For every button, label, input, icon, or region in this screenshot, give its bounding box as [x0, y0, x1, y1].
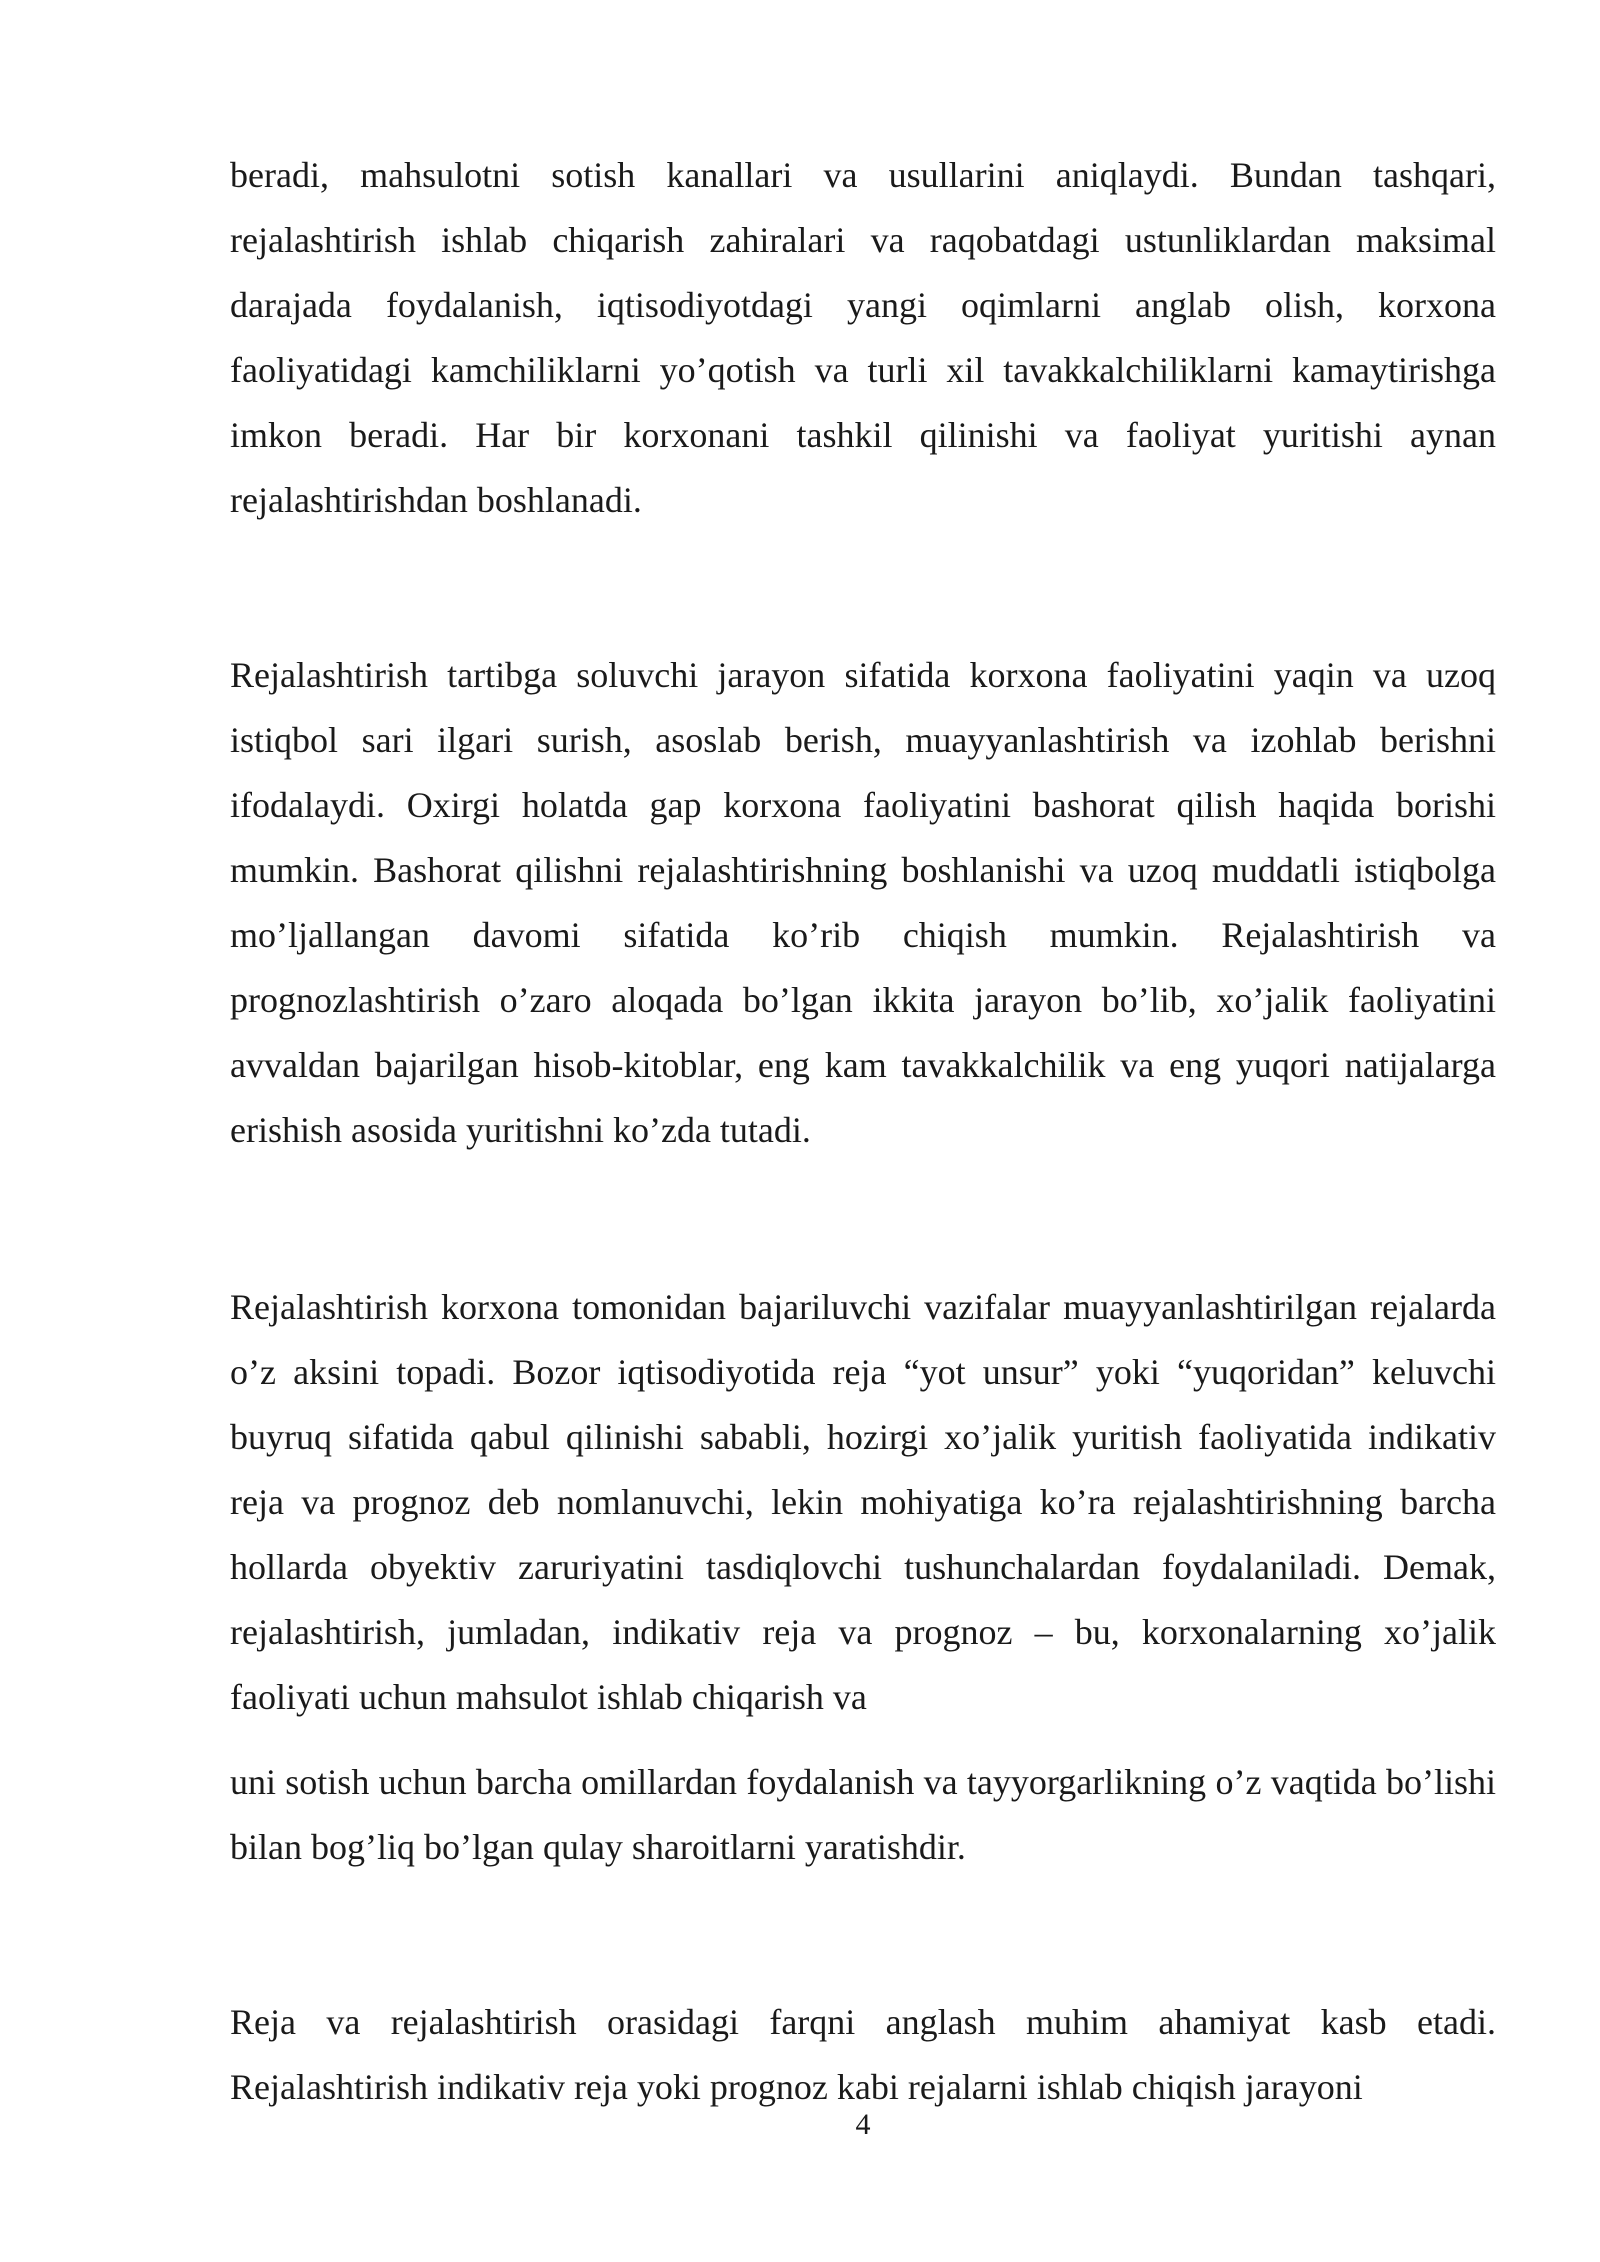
- paragraph-1: beradi, mahsulotni sotish kanallari va usullarini aniqlaydi. Bundan tashqari, rejalashtirish ishlab chiqarish zahiralari va raqobatdagi ustunliklardan maksimal darajada foydalanish, iqtisodiyotdagi yangi oqimlarni anglab olish, korxona faoliyatidagi kamchiliklarni yo’qotish va turli xil tavakkalchiliklarni kamaytirishga imkon beradi. Har bir korxonani tashkil qilinishi va faoliyat yuritishi aynan rejalashtirishdan boshlanadi.: [230, 155, 1496, 520]
- paragraph-2: Rejalashtirish tartibga soluvchi jarayon sifatida korxona faoliyatini yaqin va uzoq istiqbol sari ilgari surish, asoslab berish, muayyanlashtirish va izohlab berishni ifodalaydi. Oxirgi holatda gap korxona faoliyatini bashorat qilish haqida borishi mumkin. Bashorat qilishni rejalashtirishning boshlanishi va uzoq muddatli istiqbolga mo’ljallangan davomi sifatida ko’rib chiqish mumkin. Rejalashtirish va prognozlashtirish o’zaro aloqada bo’lgan ikkita jarayon bo’lib, xo’jalik faoliyatini avvaldan bajarilgan hisob-kitoblar, eng kam tavakkalchilik va eng yuqori natijalarga erishish asosida yuritishni ko’zda tutadi.: [230, 655, 1496, 1150]
- paragraph-3-continuation: uni sotish uchun barcha omillardan foydalanish va tayyorgarlikning o’z vaqtida bo’lishi bilan bog’liq bo’lgan qulay sharoitlarni yaratishdir.: [230, 1762, 1496, 1867]
- page-number: 4: [855, 2108, 871, 2141]
- paragraph-3: Rejalashtirish korxona tomonidan bajariluvchi vazifalar muayyanlashtirilgan rejalarda o’z aksini topadi. Bozor iqtisodiyotida reja “yot unsur” yoki “yuqoridan” keluvchi buyruq sifatida qabul qilinishi sababli, hozirgi xo’jalik yuritish faoliyatida indikativ reja va prognoz deb nomlanuvchi, lekin mohiyatiga ko’ra rejalashtirishning barcha hollarda obyektiv zaruriyatini tasdiqlovchi tushunchalardan foydalaniladi. Demak, rejalashtirish, jumladan, indikativ reja va prognoz – bu, korxonalarning xo’jalik faoliyati uchun mahsulot ishlab chiqarish va: [230, 1287, 1496, 1717]
- paragraph-4: Reja va rejalashtirish orasidagi farqni anglash muhim ahamiyat kasb etadi. Rejalashtirish indikativ reja yoki prognoz kabi rejalarni ishlab chiqish jarayoni: [230, 2002, 1496, 2107]
